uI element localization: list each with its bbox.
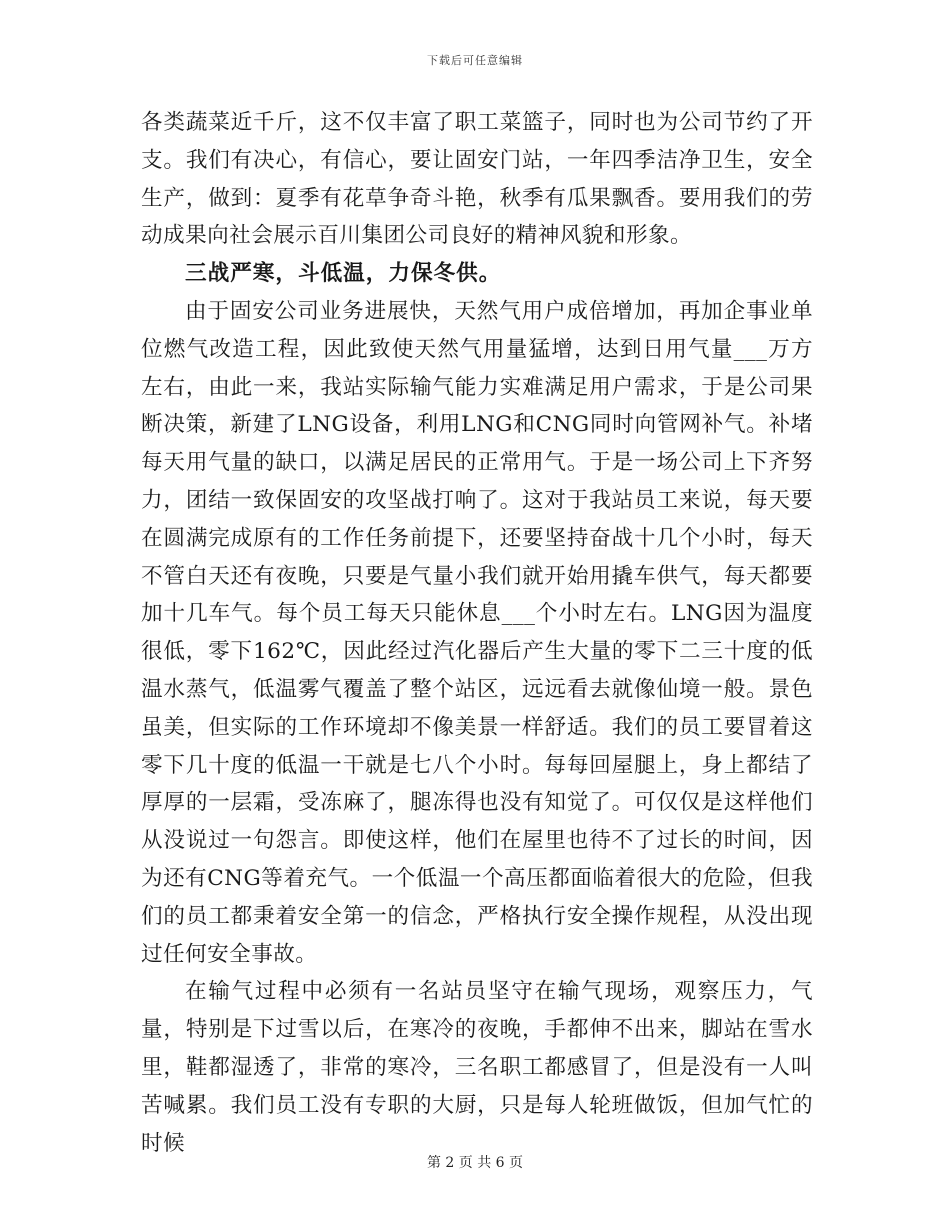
document-body	[141, 104, 813, 1162]
paragraph-1: 各类蔬菜近千斤，这不仅丰富了职工菜篮子，同时也为公司节约了开支。我们有决心，有信心，要让固安门站，一年四季洁净卫生，安全生产，做到：夏季有花草争奇斗艳，秋季有瓜果飘香。要用我们的劳动成果向社会展示百川集团公司良好的精神风貌和形象。	[141, 110, 813, 249]
section-heading: 三战严寒，斗低温，力保冬供。	[185, 261, 502, 287]
paragraph-2: 由于固安公司业务进展快，天然气用户成倍增加，再加企事业单位燃气改造工程，因此致使天然气用量猛增，达到日用气量___万方左右，由此一来，我站实际输气能力实难满足用户需求，于是公司果断决策，新建了LNG设备，利用LNG和CNG同时向管网补气。补堵每天用气量的缺口，以满足居民的正常用气。于是一场公司上下齐努力，团结一致保固安的攻坚战打响了。这对于我站员工来说，每天要在圆满完成原有的工作任务前提下，还要坚持奋战十几个小时，每天不管白天还有夜晚，只要是气量小我们就开始用撬车供气，每天都要加十几车气。每个员工每天只能休息___个小时左右。LNG因为温度很低，零下162℃，因此经过汽化器后产生大量的零下二三十度的低温水蒸气，低温雾气覆盖了整个站区，远远看去就像仙境一般。景色虽美，但实际的工作环境却不像美景一样舒适。我们的员工要冒着这零下几十度的低温一干就是七八个小时。每每回屋腿上，身上都结了厚厚的一层霜，受冻麻了，腿冻得也没有知觉了。可仅仅是这样他们从没说过一句怨言。即使这样，他们在屋里也待不了过长的时间，因为还有CNG等着充气。一个低温一个高压都面临着很大的危险，但我们的员工都秉着安全第一的信念，严格执行安全操作规程，从没出现过任何安全事故。	[141, 298, 813, 967]
page-number: 第 2 页 共 6 页	[426, 1155, 524, 1171]
paragraph-3: 在输气过程中必须有一名站员坚守在输气现场，观察压力，气量，特别是下过雪以后，在寒冷的夜晚，手都伸不出来，脚站在雪水里，鞋都湿透了，非常的寒冷，三名职工都感冒了，但是没有一人叫苦喊累。我们员工没有专职的大厨，只是每人轮班做饭，但加气忙的时候	[141, 979, 813, 1156]
page-header-note: 下载后可任意编辑	[427, 54, 523, 67]
